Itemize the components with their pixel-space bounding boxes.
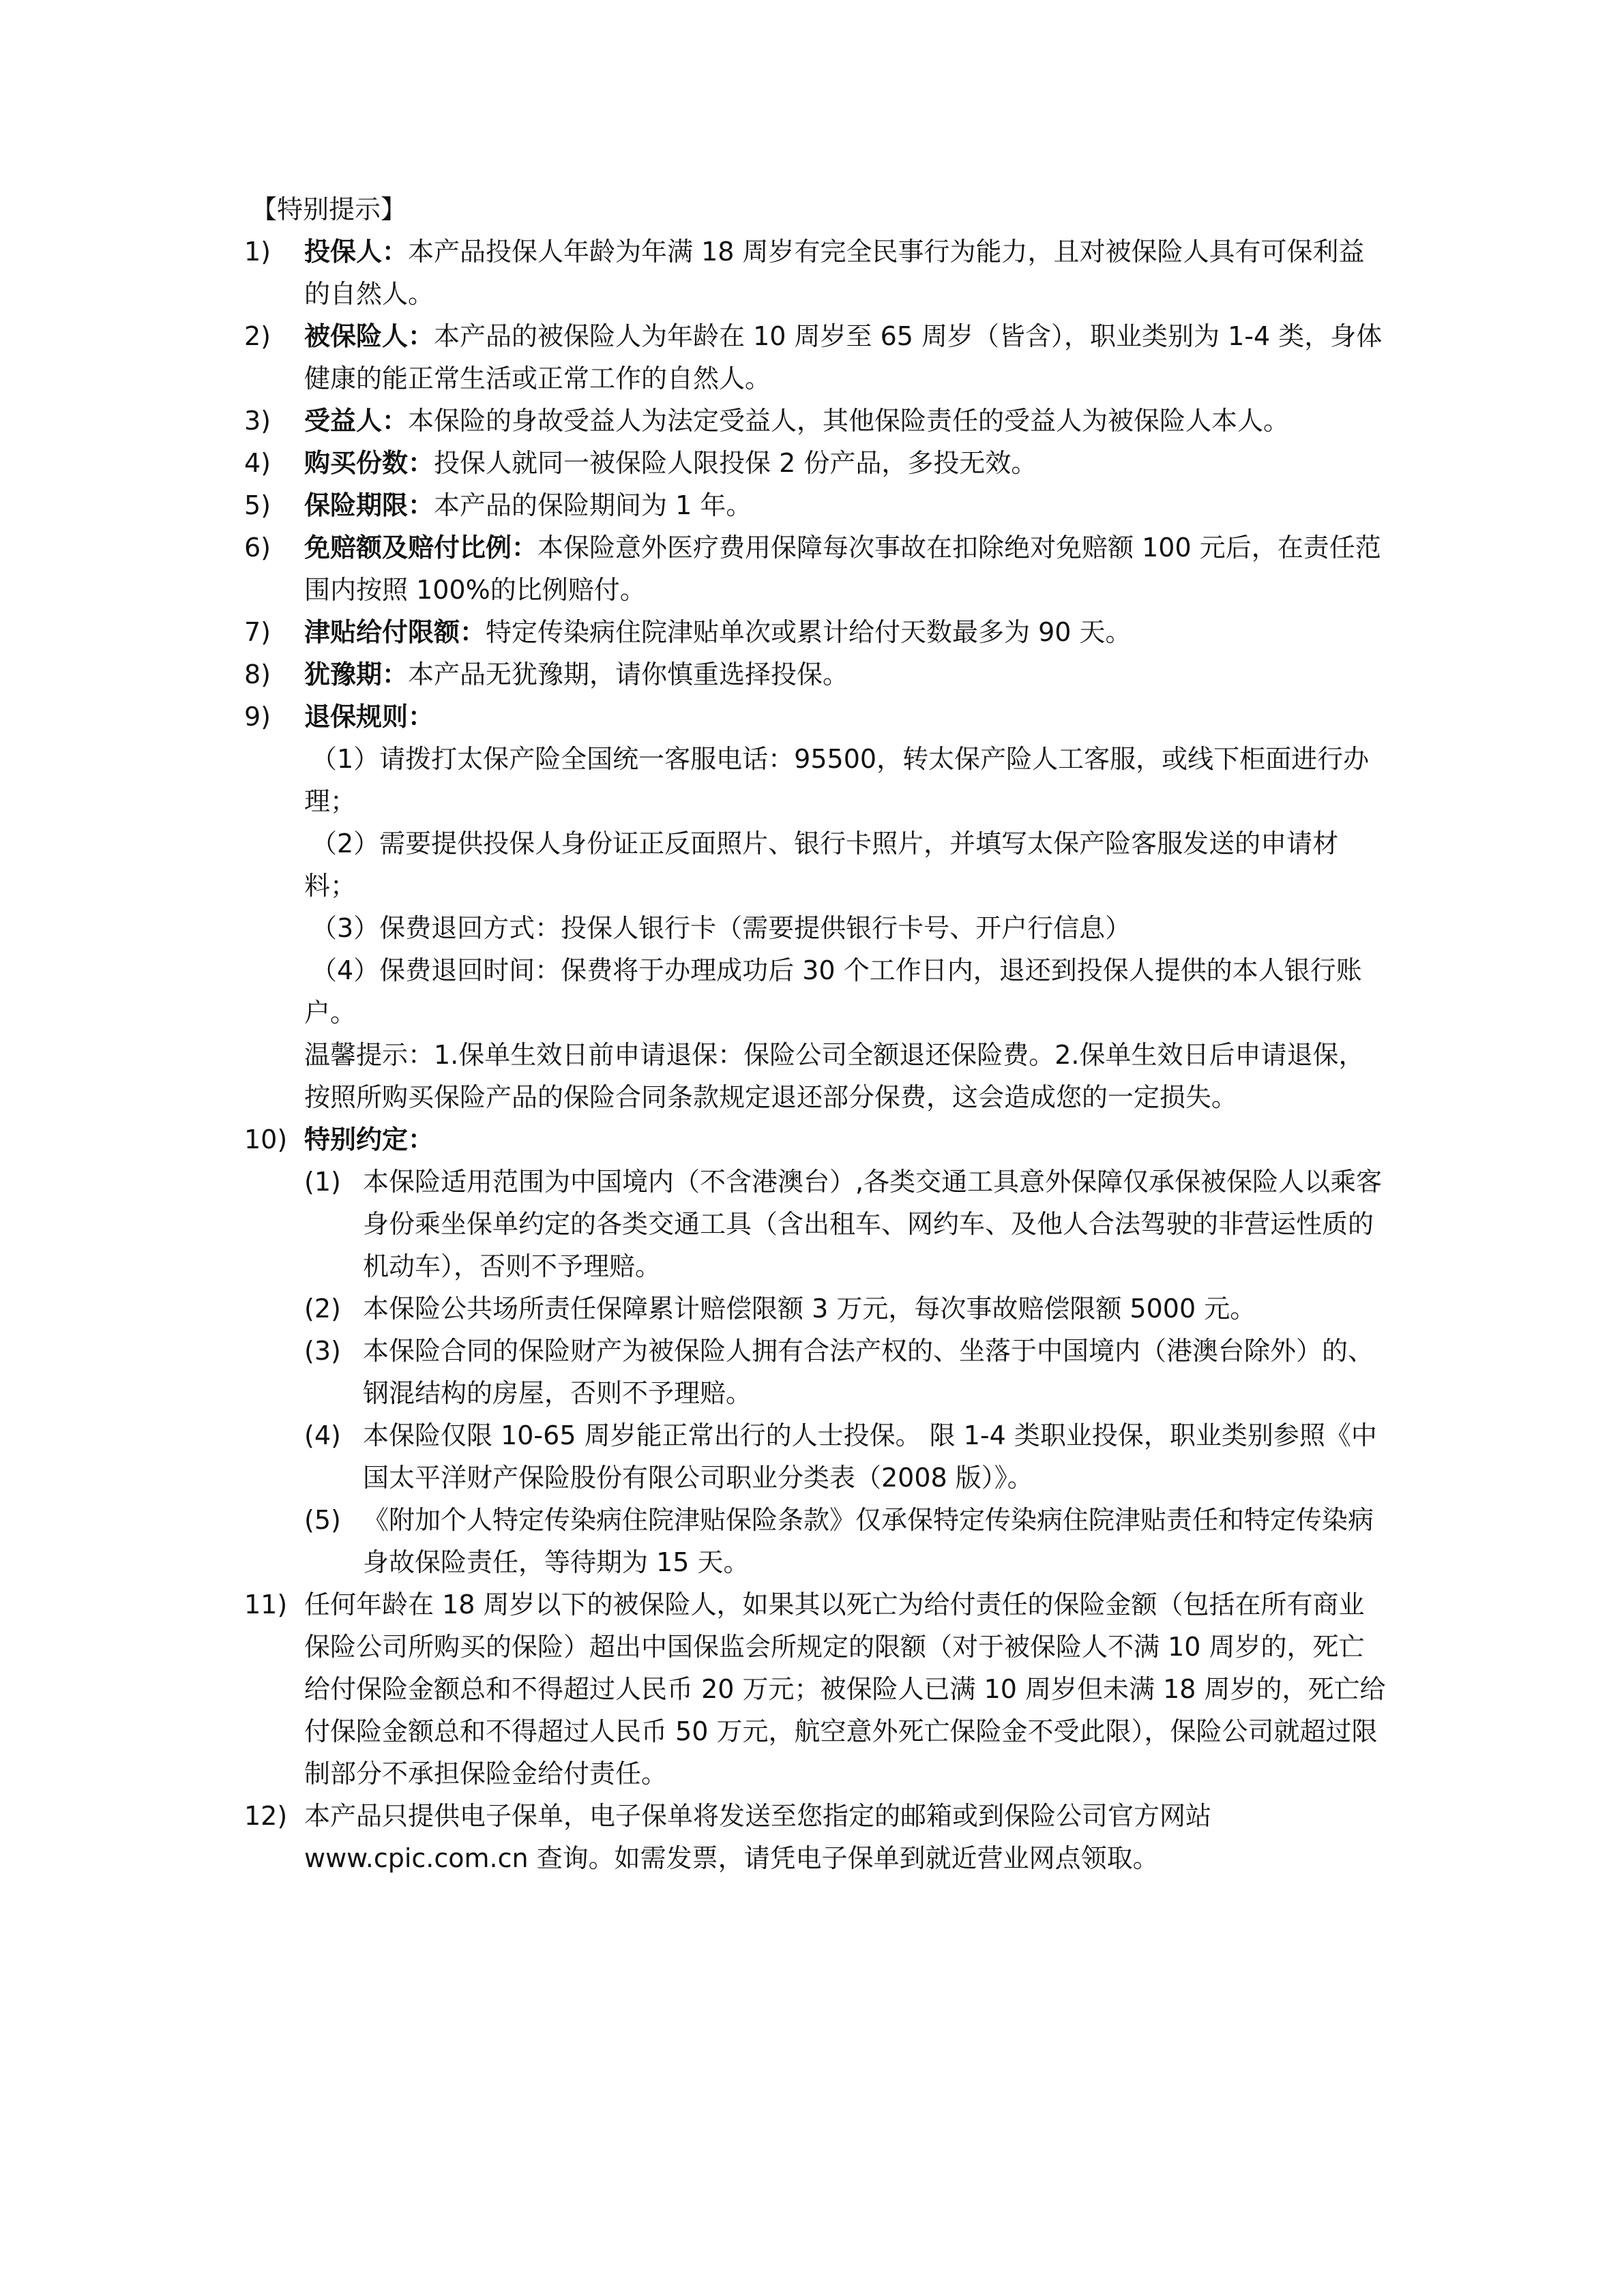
term-number: (3): [304, 1336, 341, 1366]
item-text: 本产品只提供电子保单，电子保单将发送至您指定的邮箱或到保险公司官方网站 www.cpic.com.cn 查询。如需发票，请凭电子保单到就近营业网点领取。: [304, 1801, 1212, 1873]
refund-step: （2）需要提供投保人身份证正反面照片、银行卡照片，并填写太保产险客服发送的申请材料；: [304, 829, 1339, 901]
list-item: [244, 442, 1390, 484]
refund-steps: [304, 738, 1390, 1118]
item-label: 免赔额及赔付比例：: [304, 533, 538, 563]
item-label: 投保人：: [304, 237, 409, 267]
item-text: 特定传染病住院津贴单次或累计给付天数最多为 90 天。: [486, 617, 1132, 647]
special-terms-item: [244, 1118, 1390, 1583]
special-term: [304, 1287, 1390, 1330]
special-term: [304, 1499, 1390, 1583]
document-page: [244, 188, 1390, 1879]
item-number: 1): [244, 237, 271, 267]
item-label: 购买份数：: [304, 448, 434, 478]
list-item: [244, 1795, 1390, 1879]
list-item: [244, 484, 1390, 526]
term-text: 《附加个人特定传染病住院津贴保险条款》仅承保特定传染病住院津贴责任和特定传染病身故保险责任，等待期为 15 天。: [363, 1505, 1374, 1577]
item-text: 本产品的被保险人为年龄在 10 周岁至 65 周岁（皆含），职业类别为 1-4 类，身体健康的能正常生活或正常工作的自然人。: [304, 321, 1383, 393]
item-number: 8): [244, 659, 271, 689]
section-heading: 【特别提示】: [251, 194, 407, 224]
list-item: [244, 611, 1390, 653]
term-text: 本保险适用范围为中国境内（不含港澳台）,各类交通工具意外保障仅承保被保险人以乘客身份乘坐保单约定的各类交通工具（含出租车、网约车、及他人合法驾驶的非营运性质的机动车），否则不予理赔。: [363, 1167, 1383, 1281]
item-number: 5): [244, 490, 271, 520]
item-number: 4): [244, 448, 271, 478]
item-label: 保险期限：: [304, 490, 434, 520]
term-number: (5): [304, 1505, 341, 1535]
item-label: 退保规则：: [304, 702, 434, 732]
item-label: 受益人：: [304, 406, 409, 436]
term-text: 本保险公共场所责任保障累计赔偿限额 3 万元，每次事故赔偿限额 5000 元。: [363, 1294, 1256, 1324]
special-term: [304, 1161, 1390, 1287]
term-number: (1): [304, 1167, 341, 1197]
item-number: 10): [244, 1124, 288, 1154]
term-text: 本保险合同的保险财产为被保险人拥有合法产权的、坐落于中国境内（港澳台除外）的、钢混结构的房屋，否则不予理赔。: [363, 1336, 1374, 1408]
item-text: 任何年龄在 18 周岁以下的被保险人，如果其以死亡为给付责任的保险金额（包括在所有商业保险公司所购买的保险）超出中国保监会所规定的限额（对于被保险人不满 10 周岁的，死亡给付保险金额总和不得超过人民币 20 万元；被保险人已满 10 周岁但未满 18 周岁的，死亡给付保险金额总和不得超过人民币 50 万元，航空意外死亡保险金不受此限），保险公司就超过限制部分不承担保险金给付责任。: [304, 1590, 1386, 1789]
item-text: 本产品无犹豫期，请你慎重选择投保。: [408, 659, 849, 689]
item-text: 本产品的保险期间为 1 年。: [434, 490, 752, 520]
item-label: 犹豫期：: [304, 659, 409, 689]
term-number: (4): [304, 1420, 341, 1450]
list-item: [244, 315, 1390, 400]
refund-step: （1）请拨打太保产险全国统一客服电话：95500，转太保产险人工客服，或线下柜面进行办理；: [304, 744, 1370, 816]
term-text: 本保险仅限 10-65 周岁能正常出行的人士投保。 限 1-4 类职业投保，职业类别参照《中国太平洋财产保险股份有限公司职业分类表（2008 版）》。: [363, 1420, 1377, 1493]
list-item: [244, 1583, 1390, 1795]
list-item: [244, 400, 1390, 442]
term-number: (2): [304, 1294, 341, 1324]
item-text: 本保险意外医疗费用保障每次事故在扣除绝对免赔额 100 元后，在责任范围内按照 100%的比例赔付。: [304, 533, 1381, 605]
item-number: 2): [244, 321, 271, 351]
refund-step: （3）保费退回方式：投保人银行卡（需要提供银行卡号、开户行信息）: [311, 913, 1132, 943]
item-number: 12): [244, 1801, 288, 1831]
list-item: [244, 230, 1390, 315]
item-label: 特别约定：: [304, 1124, 434, 1154]
refund-tip: 温馨提示：1.保单生效日前申请退保：保险公司全额退还保险费。2.保单生效日后申请退保，按照所购买保险产品的保险合同条款规定退还部分保费，这会造成您的一定损失。: [304, 1040, 1365, 1112]
special-term: [304, 1414, 1390, 1499]
refund-rules-item: [244, 696, 1390, 1118]
item-number: 7): [244, 617, 271, 647]
item-number: 11): [244, 1590, 288, 1620]
item-text: 本产品投保人年龄为年满 18 周岁有完全民事行为能力，且对被保险人具有可保利益的自然人。: [304, 237, 1365, 309]
list-item: [244, 526, 1390, 611]
item-text: 投保人就同一被保险人限投保 2 份产品，多投无效。: [434, 448, 1037, 478]
item-label: 被保险人：: [304, 321, 434, 351]
refund-step: （4）保费退回时间：保费将于办理成功后 30 个工作日内，退还到投保人提供的本人银行账户。: [304, 955, 1362, 1028]
item-text: 本保险的身故受益人为法定受益人，其他保险责任的受益人为被保险人本人。: [408, 406, 1290, 436]
item-number: 9): [244, 702, 271, 732]
item-number: 3): [244, 406, 271, 436]
special-term: [304, 1330, 1390, 1414]
item-label: 津贴给付限额：: [304, 617, 486, 647]
item-number: 6): [244, 533, 271, 563]
list-item: [244, 653, 1390, 696]
